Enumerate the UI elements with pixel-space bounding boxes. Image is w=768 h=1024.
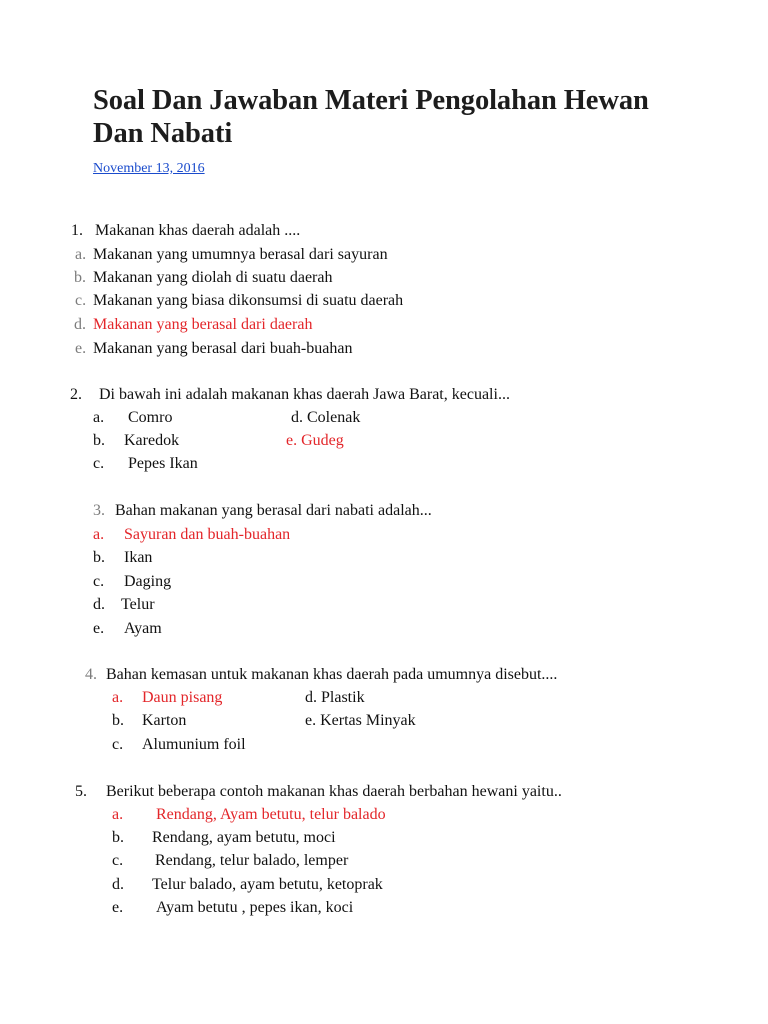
option-text: Karton: [142, 712, 187, 729]
option-marker: c.: [112, 736, 124, 753]
option-marker: c.: [93, 573, 105, 590]
option-text: Ayam betutu , pepes ikan, koci: [156, 899, 354, 916]
option-marker: a.: [112, 806, 124, 823]
option-marker: c.: [112, 852, 124, 869]
option-marker: e.: [93, 620, 105, 637]
option-marker: e.: [75, 340, 87, 357]
option-text: Rendang, telur balado, lemper: [155, 852, 349, 869]
option-text: Makanan yang berasal dari buah-buahan: [93, 340, 353, 357]
option-marker: e.: [112, 899, 124, 916]
option-marker: d.: [112, 876, 124, 893]
option-text: Ikan: [124, 549, 153, 566]
option-text-correct: Rendang, Ayam betutu, telur balado: [156, 806, 386, 823]
option-marker: b.: [74, 269, 86, 286]
option-marker: d.: [93, 596, 105, 613]
option-marker: a.: [112, 689, 124, 706]
question-text: Bahan makanan yang berasal dari nabati adalah...: [115, 502, 432, 519]
option-text: Daging: [124, 573, 172, 590]
option-marker: b.: [93, 432, 105, 449]
option-text-correct: Makanan yang berasal dari daerah: [93, 316, 313, 333]
option-text: d. Plastik: [305, 689, 365, 706]
option-marker: b.: [93, 549, 105, 566]
option-marker: c.: [93, 455, 105, 472]
option-text: Comro: [128, 409, 173, 426]
option-marker: a.: [93, 526, 105, 543]
question-text: Di bawah ini adalah makanan khas daerah Jawa Barat, kecuali...: [99, 386, 510, 403]
option-text: Alumunium foil: [142, 736, 246, 753]
question-text: Makanan khas daerah adalah ....: [95, 222, 301, 239]
option-text: Makanan yang diolah di suatu daerah: [93, 269, 333, 286]
option-marker: a.: [93, 409, 105, 426]
option-text: Makanan yang umumnya berasal dari sayuran: [93, 246, 388, 263]
question-text: Berikut beberapa contoh makanan khas daerah berbahan hewani yaitu..: [106, 783, 562, 800]
option-marker: a.: [75, 246, 87, 263]
option-text: Makanan yang biasa dikonsumsi di suatu daerah: [93, 292, 404, 309]
post-date-link[interactable]: November 13, 2016: [93, 161, 205, 176]
question-number: 2.: [70, 386, 82, 403]
question-text: Bahan kemasan untuk makanan khas daerah pada umumnya disebut....: [106, 666, 558, 683]
question-number: 3.: [93, 502, 105, 519]
option-marker: d.: [74, 316, 86, 333]
option-text: Telur balado, ayam betutu, ketoprak: [152, 876, 383, 893]
question-number: 4.: [85, 666, 97, 683]
page-title: Soal Dan Jawaban Materi Pengolahan Hewan Dan Nabati: [93, 85, 649, 149]
option-text: Telur: [121, 596, 155, 613]
option-marker: b.: [112, 712, 124, 729]
question-number: 1.: [71, 222, 83, 239]
option-text: d. Colenak: [291, 409, 361, 426]
option-text-correct: Sayuran dan buah-buahan: [124, 526, 291, 543]
option-text: Pepes Ikan: [128, 455, 198, 472]
option-text: Ayam: [124, 620, 162, 637]
option-marker: b.: [112, 829, 124, 846]
option-text: e. Kertas Minyak: [305, 712, 416, 729]
option-text: Rendang, ayam betutu, moci: [152, 829, 336, 846]
question-number: 5.: [75, 783, 87, 800]
option-text-correct: Daun pisang: [142, 689, 223, 706]
option-text: Karedok: [124, 432, 180, 449]
option-text-correct: e. Gudeg: [286, 432, 344, 449]
option-marker: c.: [75, 292, 87, 309]
